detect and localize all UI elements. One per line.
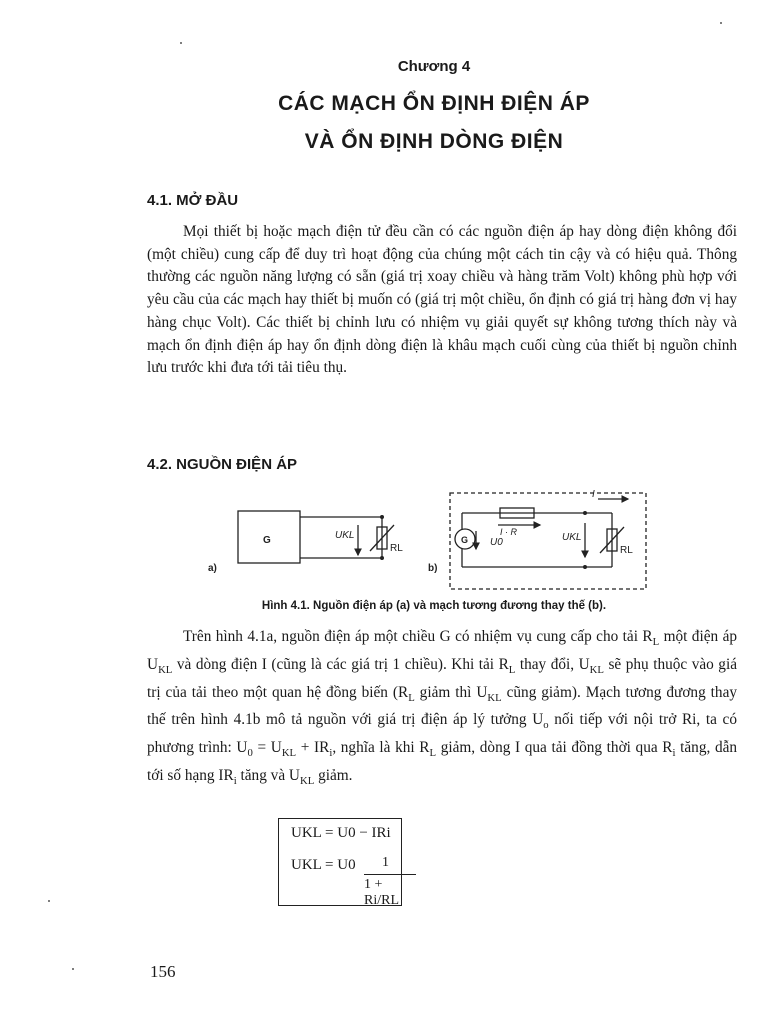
ideal-source-g-label: G — [461, 535, 469, 545]
chapter-title-line-2: VÀ ỔN ĐỊNH DÒNG ĐIỆN — [304, 130, 564, 153]
scan-speck — [720, 22, 722, 24]
intro-paragraph-text: Mọi thiết bị hoặc mạch điện tử đều cần có các nguồn điện áp hay dòng điện không đổi (một chiều) cung cấp để duy trì hoạt động của chúng một cách tin cậy và có hiệu quả. Thông thường các nguồn năng lượng có sẵn (giá trị xoay chiều và hàng trăm Volt) không phù hợp với yêu cầu của các mạch hay thiết bị muốn có (giá trị một chiều, ổn định có giá trị hàng đơn vị hay hàng chục Volt). Các thiết bị chỉnh lưu có nhiệm vụ giải quyết sự không tương thích này và mạch ổn định điện áp hay ổn định dòng điện là khâu mạch cuối cùng của thiết bị nguồn chỉnh lưu trước khi đưa tới tải tiêu thụ. — [147, 223, 737, 377]
u-kl-label-a: UKL — [335, 530, 355, 541]
chapter-title-line-1: CÁC MẠCH ỔN ĐỊNH ĐIỆN ÁP — [278, 92, 590, 115]
r-l-label-a: RL — [390, 543, 403, 554]
formula-fraction-numerator: 1 — [382, 855, 389, 870]
r-l-label-b: RL — [620, 545, 633, 556]
u0-label: U0 — [490, 537, 503, 548]
section-heading-4-2: 4.2. NGUỒN ĐIỆN ÁP — [147, 456, 298, 473]
scan-speck — [48, 900, 50, 902]
figure-a-label: a) — [208, 563, 217, 574]
figure-caption: Hình 4.1. Nguồn điện áp (a) và mạch tương đương thay thế (b). — [261, 600, 607, 612]
scan-speck — [72, 968, 74, 970]
formula-line-2: UKL = U0 — [291, 857, 356, 873]
scan-speck — [180, 42, 182, 44]
formula-line-1: UKL = U0 − IRi — [291, 825, 391, 841]
page-number: 156 — [150, 962, 176, 981]
figure-b-label: b) — [428, 563, 438, 574]
voltage-source-figure — [200, 485, 660, 595]
u-kl-label-b: UKL — [562, 532, 582, 543]
chapter-label: Chương 4 — [397, 58, 471, 75]
current-i-label: I — [592, 489, 595, 500]
source-g-label: G — [263, 535, 271, 546]
formula-fraction-denominator: 1 + Ri/RL — [364, 877, 400, 908]
explanation-paragraph — [147, 626, 737, 793]
ir-label: I · R — [500, 527, 517, 537]
formula-box — [278, 818, 402, 906]
explanation-paragraph-text: Trên hình 4.1a, nguồn điện áp một chiều G có nhiệm vụ cung cấp cho tải $R_L$ một điện áp $U_{KL}$ và dòng điện I (cũng là các giá trị 1 chiều). Khi tải $R_L$ thay đổi, $U_{KL}$ sẽ phụ thuộc vào giá trị của tải theo một quan hệ đồng biến ($R_L$ giảm thì $U_{KL}$ cũng giảm). Mạch tương đương thay thế trên hình 4.1b mô tả nguồn với giá trị điện áp lý tưởng $U_o$ nối tiếp với nội trở Ri, ta có phương trình: $U_0 = U_{KL} + IR_i$, nghĩa là khi $R_L$ giảm, dòng I qua tải đồng thời qua $R_i$ tăng, dẫn tới số hạng $IR_i$ tăng và $U_{KL}$ giảm. — [147, 628, 738, 787]
intro-paragraph — [147, 221, 737, 380]
section-heading-4-1: 4.1. MỞ ĐẦU — [147, 192, 239, 209]
formula-fraction-bar — [364, 874, 416, 875]
